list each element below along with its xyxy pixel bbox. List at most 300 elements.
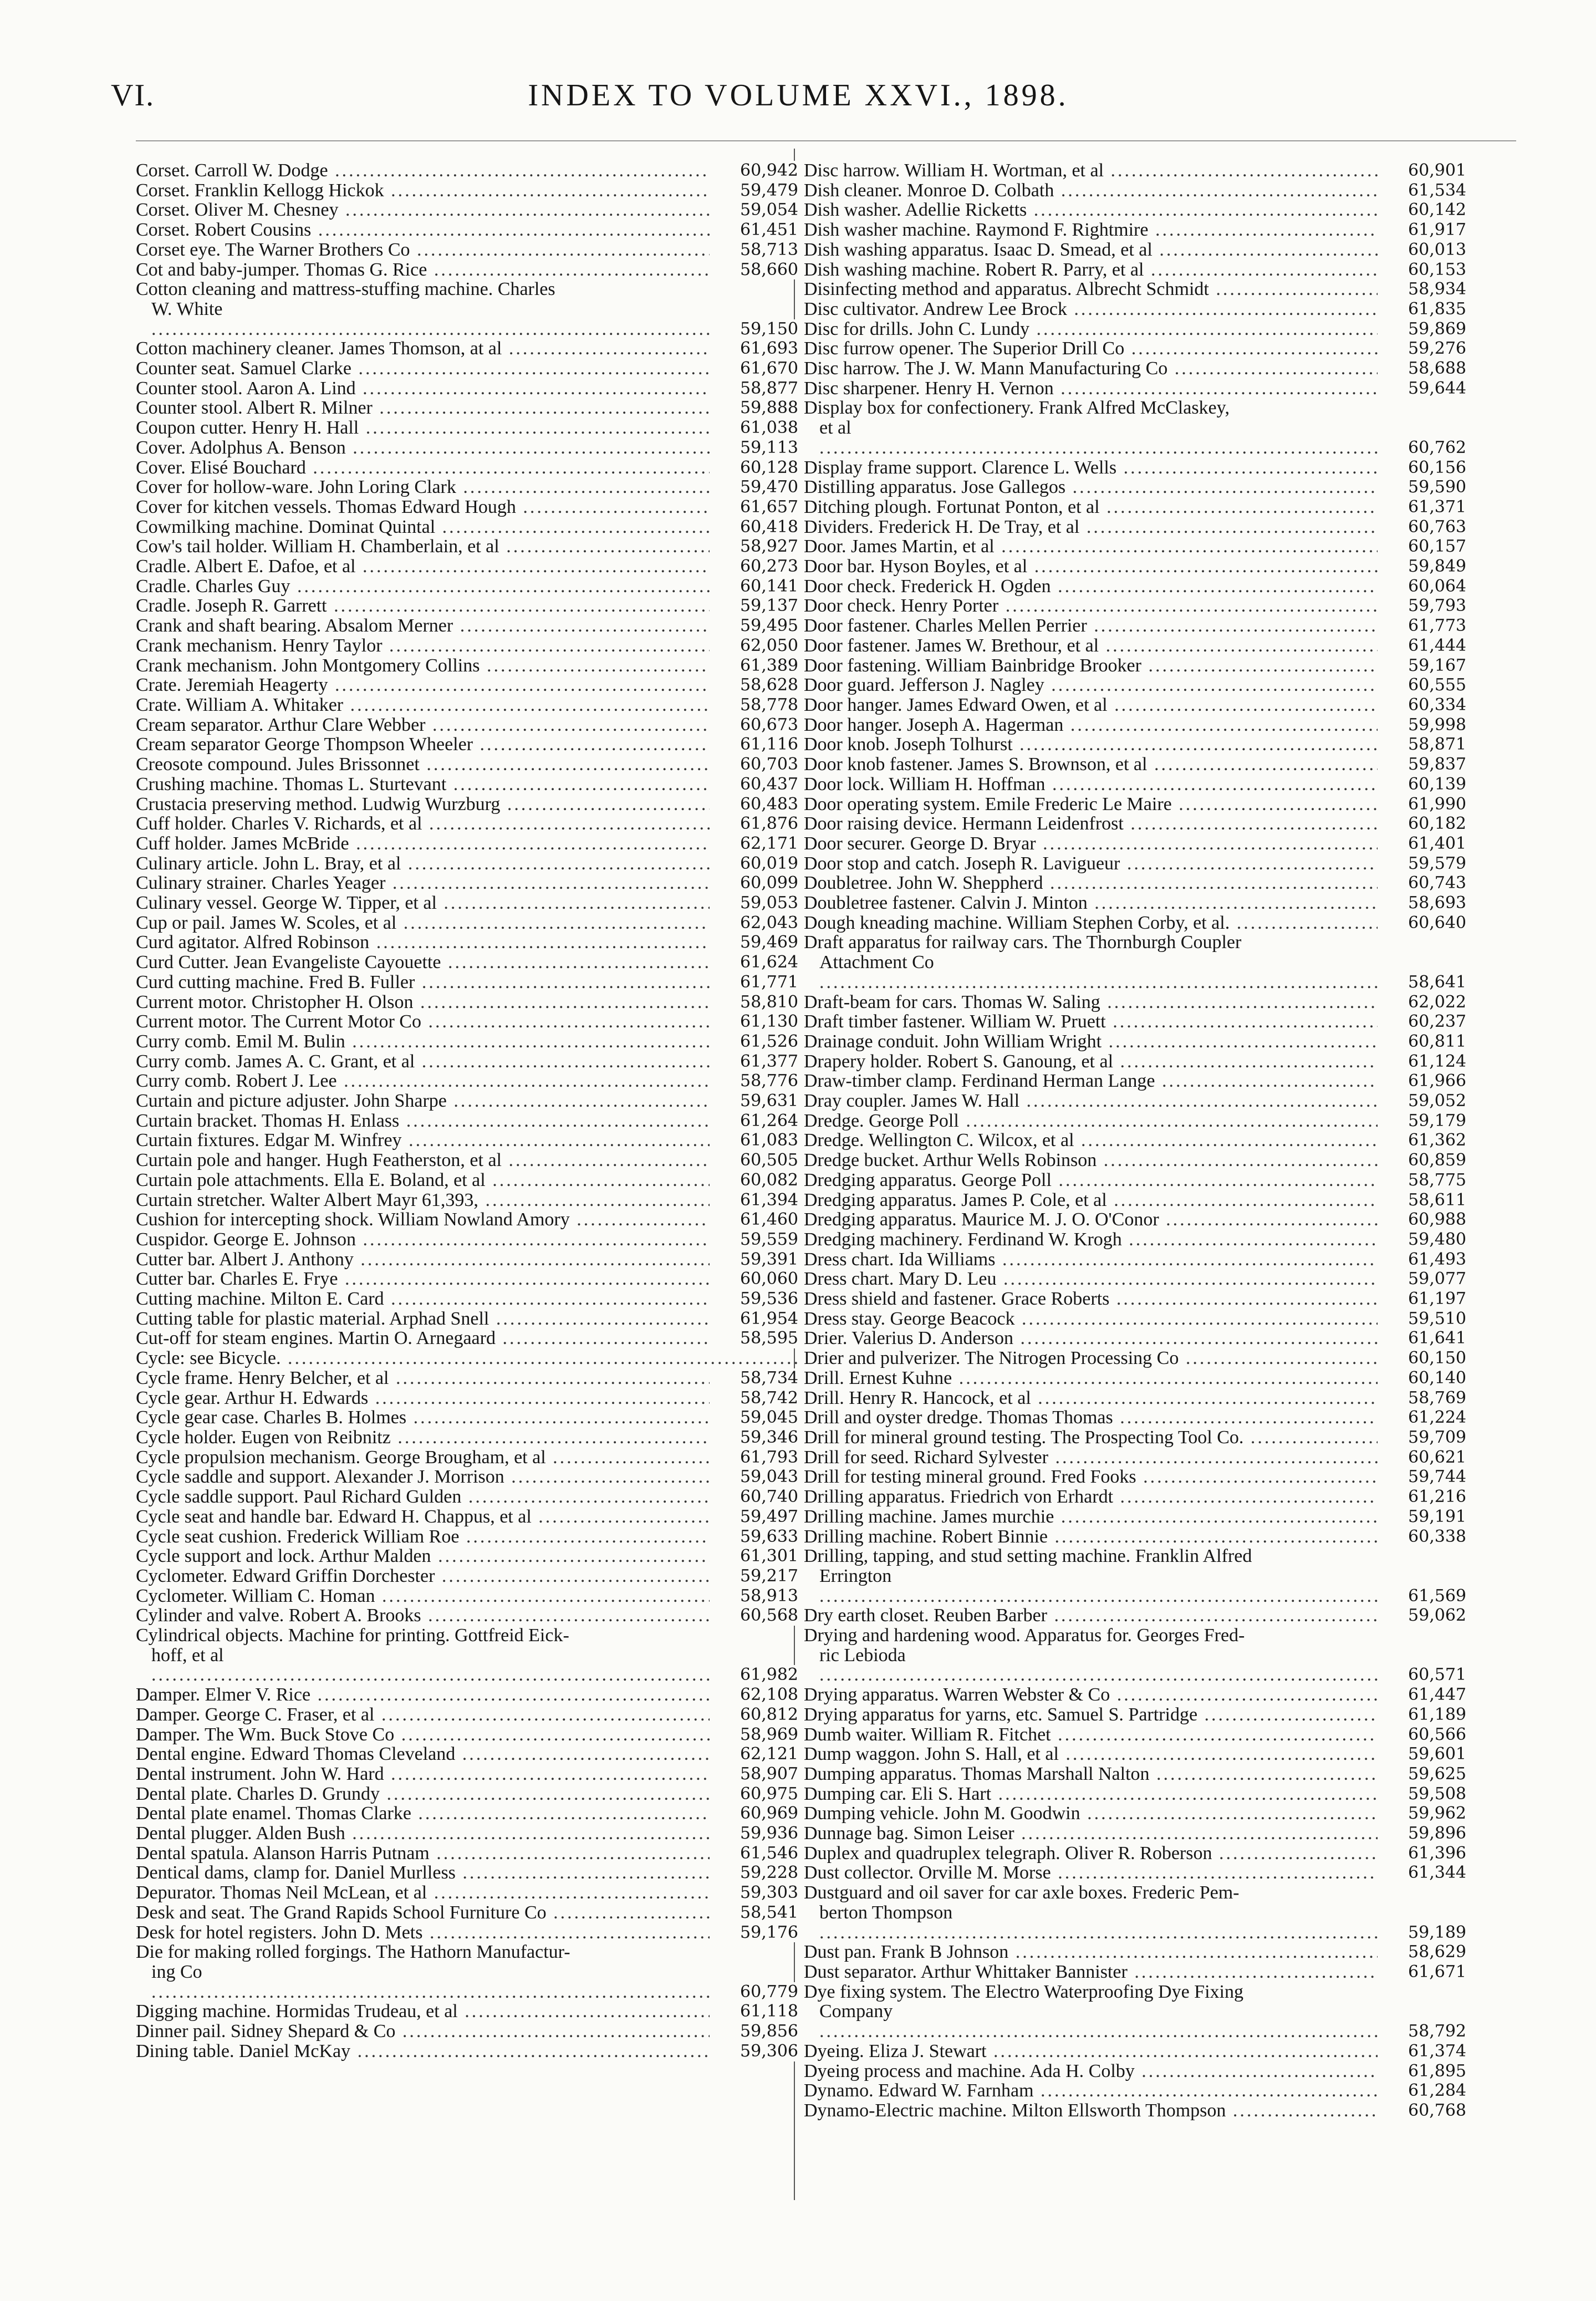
index-entry xyxy=(804,873,1466,893)
index-entry xyxy=(804,557,1466,577)
entry-subject: Drill for seed. Richard Sylvester ..... xyxy=(804,1448,1466,1468)
entry-subject: Cream separator. Arthur Clare Webber ..... xyxy=(136,715,798,735)
index-entry xyxy=(136,973,798,992)
index-entry xyxy=(804,1982,1466,2042)
index-entry xyxy=(136,1844,798,1864)
entry-subject: Cutter bar. Charles E. Frye ..... xyxy=(136,1269,798,1289)
index-entry xyxy=(136,735,798,755)
index-entry xyxy=(804,913,1466,933)
index-entry xyxy=(804,1052,1466,1072)
entry-subject: Culinary vessel. George W. Tipper, et al ..... xyxy=(136,893,798,913)
entry-number: 62,050 xyxy=(710,636,798,656)
entry-number: 60,988 xyxy=(1378,1210,1466,1230)
entry-subject: Curtain bracket. Thomas H. Enlass ..... xyxy=(136,1111,798,1131)
index-entry xyxy=(136,992,798,1012)
entry-subject: Door bar. Hyson Boyles, et al ..... xyxy=(804,557,1466,577)
entry-number: 60,013 xyxy=(1378,240,1466,260)
entry-number: 59,053 xyxy=(710,893,798,913)
index-entry xyxy=(136,1250,798,1270)
index-entry xyxy=(804,1309,1466,1329)
entry-number: 61,083 xyxy=(710,1131,798,1150)
entry-subject: Cushion for intercepting shock. William Nowland Amory ..... xyxy=(136,1210,798,1230)
entry-subject: Dynamo-Electric machine. Milton Ellsworth Thompson ..... xyxy=(804,2101,1466,2121)
entry-subject: Door hanger. James Edward Owen, et al ..... xyxy=(804,695,1466,715)
entry-subject: Dredge. Wellington C. Wilcox, et al ..... xyxy=(804,1131,1466,1150)
entry-subject: Dish washer. Adellie Ricketts ..... xyxy=(804,200,1466,220)
entry-subject: Dental engine. Edward Thomas Cleveland ..... xyxy=(136,1744,798,1764)
entry-number: 59,228 xyxy=(710,1863,798,1883)
index-entry xyxy=(804,1824,1466,1844)
index-entry xyxy=(804,1428,1466,1448)
entry-subject: Curtain pole attachments. Ella E. Boland, et al ..... xyxy=(136,1170,798,1190)
index-entry xyxy=(136,1348,798,1368)
index-entry xyxy=(136,1546,798,1566)
entry-subject: Cycle frame. Henry Belcher, et al ..... xyxy=(136,1368,798,1388)
entry-subject: Dust separator. Arthur Whittaker Bannister ..... xyxy=(804,1962,1466,1982)
entry-number: 61,284 xyxy=(1378,2081,1466,2101)
entry-subject: Cow's tail holder. William H. Chamberlain, et al ..... xyxy=(136,537,798,557)
entry-number: 61,895 xyxy=(1378,2061,1466,2081)
index-entry xyxy=(136,1309,798,1329)
entry-number: 59,888 xyxy=(710,398,798,418)
entry-number: 59,217 xyxy=(710,1566,798,1586)
index-entry xyxy=(136,1289,798,1309)
entry-subject: Dumping car. Eli S. Hart ..... xyxy=(804,1784,1466,1804)
entry-subject-continued: Company ..... xyxy=(819,2001,1466,2041)
index-entry xyxy=(136,953,798,973)
entry-number: 61,264 xyxy=(710,1111,798,1131)
entry-number: 61,671 xyxy=(1378,1962,1466,1982)
entry-subject: Curd agitator. Alfred Robinson ..... xyxy=(136,933,798,953)
entry-subject: Door hanger. Joseph A. Hagerman ..... xyxy=(804,715,1466,735)
index-entry xyxy=(136,458,798,478)
entry-number: 58,792 xyxy=(1378,2022,1466,2042)
entry-subject: Cuspidor. George E. Johnson ..... xyxy=(136,1230,798,1250)
entry-subject: Crank and shaft bearing. Absalom Merner ..... xyxy=(136,616,798,636)
index-entry xyxy=(136,1428,798,1448)
entry-subject: Culinary strainer. Charles Yeager ..... xyxy=(136,873,798,893)
index-entry xyxy=(136,1150,798,1170)
entry-subject: Drier. Valerius D. Anderson ..... xyxy=(804,1328,1466,1348)
entry-subject: Drapery holder. Robert S. Ganoung, et al ..... xyxy=(804,1052,1466,1072)
entry-subject: Dinner pail. Sidney Shepard & Co ..... xyxy=(136,2022,798,2042)
entry-number: 61,657 xyxy=(710,497,798,517)
entry-number: 61,444 xyxy=(1378,636,1466,656)
entry-subject: Depurator. Thomas Neil McLean, et al ..... xyxy=(136,1883,798,1903)
entry-subject: Crustacia preserving method. Ludwig Wurzburg ..... xyxy=(136,795,798,814)
entry-number: 60,812 xyxy=(710,1705,798,1725)
entry-number: 58,778 xyxy=(710,695,798,715)
entry-subject: Dyeing. Eliza J. Stewart ..... xyxy=(804,2042,1466,2061)
index-entry xyxy=(804,636,1466,656)
entry-number: 58,660 xyxy=(710,260,798,280)
entry-subject: Drill. Henry R. Hancock, et al ..... xyxy=(804,1388,1466,1408)
entry-number: 58,742 xyxy=(710,1388,798,1408)
entry-subject: Door securer. George D. Bryar ..... xyxy=(804,834,1466,854)
entry-number: 59,709 xyxy=(1378,1428,1466,1448)
entry-subject: Ditching plough. Fortunat Ponton, et al ..... xyxy=(804,497,1466,517)
entry-number: 59,849 xyxy=(1378,557,1466,577)
entry-subject: Cycle gear case. Charles B. Holmes ..... xyxy=(136,1408,798,1428)
entry-number: 59,644 xyxy=(1378,379,1466,399)
entry-subject: Dental plate enamel. Thomas Clarke ..... xyxy=(136,1804,798,1824)
entry-number: 60,763 xyxy=(1378,517,1466,537)
entry-subject: Dredging apparatus. James P. Cole, et al ..... xyxy=(804,1190,1466,1210)
entry-subject: Cuff holder. Charles V. Richards, et al ..... xyxy=(136,814,798,834)
entry-number: 60,942 xyxy=(710,161,798,181)
index-entry xyxy=(136,1705,798,1725)
entry-subject: Crate. Jeremiah Heagerty ..... xyxy=(136,675,798,695)
index-entry xyxy=(804,1705,1466,1725)
index-entry xyxy=(136,398,798,418)
index-entry xyxy=(804,1507,1466,1527)
index-entry xyxy=(804,181,1466,201)
index-entry xyxy=(804,1111,1466,1131)
index-entry xyxy=(804,537,1466,557)
entry-number: 58,628 xyxy=(710,675,798,695)
index-entry xyxy=(804,477,1466,497)
index-entry xyxy=(136,1467,798,1487)
entry-subject: Door check. Henry Porter ..... xyxy=(804,596,1466,616)
entry-subject-continued: et al ..... xyxy=(819,418,1466,457)
entry-subject: Dustguard and oil saver for car axle boxes. Frederic Pem- xyxy=(804,1883,1240,1903)
entry-subject: Display box for confectionery. Frank Alfred McClaskey, xyxy=(804,398,1230,419)
entry-number: 59,045 xyxy=(710,1408,798,1428)
index-entry xyxy=(804,200,1466,220)
entry-subject: Dredge. George Poll ..... xyxy=(804,1111,1466,1131)
index-entry xyxy=(804,834,1466,854)
index-entry xyxy=(136,2002,798,2022)
entry-subject: Cover. Elisé Bouchard ..... xyxy=(136,458,798,478)
index-entry xyxy=(136,1230,798,1250)
entry-subject: Door knob fastener. James S. Brownson, et al ..... xyxy=(804,755,1466,775)
entry-subject: Cotton cleaning and mattress-stuffing machine. Charles xyxy=(136,279,555,300)
index-entry xyxy=(136,1210,798,1230)
index-entry xyxy=(804,1962,1466,1982)
entry-number: 59,052 xyxy=(1378,1091,1466,1111)
entry-subject: Draw-timber clamp. Ferdinand Herman Lange ..... xyxy=(804,1071,1466,1091)
index-entry xyxy=(804,1150,1466,1170)
entry-number: 59,137 xyxy=(710,596,798,616)
entry-number: 61,624 xyxy=(710,953,798,973)
index-entry xyxy=(136,1744,798,1764)
index-entry xyxy=(136,2042,798,2061)
index-entry xyxy=(136,1032,798,1052)
entry-number: 58,769 xyxy=(1378,1388,1466,1408)
index-entry xyxy=(136,577,798,597)
entry-subject: Cover for kitchen vessels. Thomas Edward Hough ..... xyxy=(136,497,798,517)
entry-number: 62,171 xyxy=(710,834,798,854)
entry-number: 58,775 xyxy=(1378,1170,1466,1190)
entry-number: 59,113 xyxy=(710,438,798,458)
entry-number: 60,019 xyxy=(710,854,798,874)
entry-subject: Dredging apparatus. George Poll ..... xyxy=(804,1170,1466,1190)
index-entry xyxy=(804,596,1466,616)
entry-number: 59,480 xyxy=(1378,1230,1466,1250)
entry-number: 60,182 xyxy=(1378,814,1466,834)
index-entry xyxy=(136,1388,798,1408)
index-entry xyxy=(136,1903,798,1923)
index-entry xyxy=(804,1844,1466,1864)
entry-number: 60,437 xyxy=(710,775,798,795)
entry-number: 58,641 xyxy=(1378,973,1466,992)
index-entry xyxy=(804,279,1466,299)
entry-subject: Curry comb. James A. C. Grant, et al ..... xyxy=(136,1052,798,1072)
entry-subject: Display frame support. Clarence L. Wells ..... xyxy=(804,458,1466,478)
entry-number: 59,869 xyxy=(1378,319,1466,339)
entry-number: 61,990 xyxy=(1378,795,1466,814)
page-header xyxy=(111,78,1486,122)
entry-subject: Disc sharpener. Henry H. Vernon ..... xyxy=(804,379,1466,399)
index-entry xyxy=(136,1111,798,1131)
index-entry xyxy=(136,616,798,636)
entry-number: 61,389 xyxy=(710,656,798,676)
entry-number: 58,907 xyxy=(710,1764,798,1784)
entry-number: 60,157 xyxy=(1378,537,1466,557)
index-entry xyxy=(804,1091,1466,1111)
index-entry xyxy=(136,1170,798,1190)
entry-subject: Dredging apparatus. Maurice M. J. O. O'Conor ..... xyxy=(804,1210,1466,1230)
entry-subject: Dumping vehicle. John M. Goodwin ..... xyxy=(804,1804,1466,1824)
entry-subject: Cradle. Albert E. Dafoe, et al ..... xyxy=(136,557,798,577)
entry-number: 61,301 xyxy=(710,1546,798,1566)
entry-number: 60,237 xyxy=(1378,1012,1466,1032)
entry-subject: Cutting table for plastic material. Arphad Snell ..... xyxy=(136,1309,798,1329)
index-entry xyxy=(804,1546,1466,1606)
entry-subject: Drilling machine. Robert Binnie ..... xyxy=(804,1527,1466,1547)
index-entry xyxy=(136,1131,798,1150)
entry-number: 59,793 xyxy=(1378,596,1466,616)
entry-subject: Drilling apparatus. Friedrich von Erhardt ..... xyxy=(804,1487,1466,1507)
entry-number: 59,191 xyxy=(1378,1507,1466,1527)
entry-number: 60,768 xyxy=(1378,2101,1466,2121)
index-entry xyxy=(804,1012,1466,1032)
entry-number: 61,546 xyxy=(710,1844,798,1864)
index-entry xyxy=(136,755,798,775)
index-entry xyxy=(804,497,1466,517)
index-entry xyxy=(136,933,798,953)
index-entry xyxy=(136,596,798,616)
entry-subject: Distilling apparatus. Jose Gallegos ..... xyxy=(804,477,1466,497)
index-entry xyxy=(804,1467,1466,1487)
entry-number: 61,793 xyxy=(710,1448,798,1468)
entry-number: 60,505 xyxy=(710,1150,798,1170)
index-entry xyxy=(804,675,1466,695)
entry-subject: Door fastening. William Bainbridge Brooker ..... xyxy=(804,656,1466,676)
entry-number: 61,451 xyxy=(710,220,798,240)
page-number: VI. xyxy=(111,78,155,113)
entry-subject: Cutting machine. Milton E. Card ..... xyxy=(136,1289,798,1309)
index-entry xyxy=(804,1210,1466,1230)
entry-subject: Crushing machine. Thomas L. Sturtevant ..... xyxy=(136,775,798,795)
index-entry xyxy=(136,913,798,933)
index-entry xyxy=(804,992,1466,1012)
entry-number: 60,555 xyxy=(1378,675,1466,695)
index-entry xyxy=(136,1804,798,1824)
index-entry xyxy=(136,656,798,676)
entry-number: 61,118 xyxy=(710,2002,798,2022)
entry-number: 60,128 xyxy=(710,458,798,478)
index-entry xyxy=(136,181,798,201)
index-entry xyxy=(136,1725,798,1745)
index-entry xyxy=(136,834,798,854)
index-entry xyxy=(804,299,1466,319)
entry-subject: Cover for hollow-ware. John Loring Clark ..... xyxy=(136,477,798,497)
index-entry xyxy=(804,398,1466,457)
entry-number: 61,641 xyxy=(1378,1328,1466,1348)
index-entry xyxy=(804,1250,1466,1270)
entry-subject: Dentical dams, clamp for. Daniel Murlless ..... xyxy=(136,1863,798,1883)
entry-subject: Door fastener. Charles Mellen Perrier ..... xyxy=(804,616,1466,636)
entry-subject: Cradle. Joseph R. Garrett ..... xyxy=(136,596,798,616)
entry-subject: Drill and oyster dredge. Thomas Thomas ..... xyxy=(804,1408,1466,1428)
entry-subject: Drainage conduit. John William Wright ..... xyxy=(804,1032,1466,1052)
entry-subject: Dish washer machine. Raymond F. Rightmire ..... xyxy=(804,220,1466,240)
entry-number: 59,856 xyxy=(710,2022,798,2042)
entry-subject: Cotton machinery cleaner. James Thomson, at al ..... xyxy=(136,339,798,359)
entry-number: 60,901 xyxy=(1378,161,1466,181)
entry-subject: Culinary article. John L. Bray, et al ..... xyxy=(136,854,798,874)
entry-number: 60,139 xyxy=(1378,775,1466,795)
entry-subject: Damper. George C. Fraser, et al ..... xyxy=(136,1705,798,1725)
entry-number: 58,713 xyxy=(710,240,798,260)
index-entry xyxy=(804,240,1466,260)
index-entry xyxy=(804,893,1466,913)
index-entry xyxy=(804,2081,1466,2101)
entry-number: 60,673 xyxy=(710,715,798,735)
index-entry xyxy=(804,854,1466,874)
index-entry xyxy=(804,1448,1466,1468)
entry-subject: Disc harrow. The J. W. Mann Manufacturing Co ..... xyxy=(804,359,1466,379)
entry-number: 61,876 xyxy=(710,814,798,834)
entry-number: 59,998 xyxy=(1378,715,1466,735)
entry-number: 58,541 xyxy=(710,1903,798,1923)
entry-number: 60,153 xyxy=(1378,260,1466,280)
index-entry xyxy=(136,517,798,537)
index-entry xyxy=(136,438,798,458)
index-entry xyxy=(136,200,798,220)
entry-number: 58,927 xyxy=(710,537,798,557)
entry-subject: Dental spatula. Alanson Harris Putnam ..... xyxy=(136,1844,798,1864)
entry-subject: Corset eye. The Warner Brothers Co ..... xyxy=(136,240,798,260)
index-entry xyxy=(804,220,1466,240)
entry-number: 61,670 xyxy=(710,359,798,379)
index-entry xyxy=(804,517,1466,537)
entry-subject: Cylindrical objects. Machine for printing. Gottfreid Eick- xyxy=(136,1626,569,1646)
entry-subject: Dyeing process and machine. Ada H. Colby ..... xyxy=(804,2061,1466,2081)
entry-number: 59,189 xyxy=(1378,1923,1466,1943)
entry-subject: Counter stool. Albert R. Milner ..... xyxy=(136,398,798,418)
index-entry xyxy=(136,1586,798,1606)
entry-number: 61,534 xyxy=(1378,181,1466,201)
index-entry xyxy=(136,279,798,339)
entry-number: 60,273 xyxy=(710,557,798,577)
entry-subject-continued: berton Thompson ..... xyxy=(819,1902,1466,1942)
entry-subject: Cyclometer. William C. Homan ..... xyxy=(136,1586,798,1606)
entry-number: 59,510 xyxy=(1378,1309,1466,1329)
index-entry xyxy=(136,477,798,497)
entry-subject: Cup or pail. James W. Scoles, et al ..... xyxy=(136,913,798,933)
index-entry xyxy=(136,1071,798,1091)
entry-subject: Door. James Martin, et al ..... xyxy=(804,537,1466,557)
entry-subject: Dish washing machine. Robert R. Parry, et al ..... xyxy=(804,260,1466,280)
entry-subject-continued: ric Lebioda ..... xyxy=(819,1645,1466,1685)
index-entry xyxy=(804,1942,1466,1962)
index-entry xyxy=(804,1328,1466,1348)
entry-number: 61,371 xyxy=(1378,497,1466,517)
entry-number: 59,479 xyxy=(710,181,798,201)
index-entry xyxy=(136,220,798,240)
entry-number: 62,108 xyxy=(710,1685,798,1705)
entry-number: 60,140 xyxy=(1378,1368,1466,1388)
entry-subject: Disc harrow. William H. Wortman, et al ..... xyxy=(804,161,1466,181)
entry-subject: Dress chart. Ida Williams ..... xyxy=(804,1250,1466,1270)
entry-number: 59,896 xyxy=(1378,1824,1466,1844)
entry-subject: Dental plate. Charles D. Grundy ..... xyxy=(136,1784,798,1804)
index-entry xyxy=(136,795,798,814)
index-entry xyxy=(804,1725,1466,1745)
entry-number: 60,975 xyxy=(710,1784,798,1804)
index-entry xyxy=(804,1230,1466,1250)
entry-subject: Disc for drills. John C. Lundy ..... xyxy=(804,319,1466,339)
index-entry xyxy=(804,1883,1466,1942)
index-entry xyxy=(804,2061,1466,2081)
entry-number: 60,334 xyxy=(1378,695,1466,715)
entry-number: 58,934 xyxy=(1378,279,1466,299)
index-entry xyxy=(804,1071,1466,1091)
entry-number: 59,043 xyxy=(710,1467,798,1487)
entry-subject: Door raising device. Hermann Leidenfrost ..... xyxy=(804,814,1466,834)
index-entry xyxy=(804,1388,1466,1408)
entry-number: 60,418 xyxy=(710,517,798,537)
entry-subject: Damper. The Wm. Buck Stove Co ..... xyxy=(136,1725,798,1745)
entry-subject: Drier and pulverizer. The Nitrogen Processing Co ..... xyxy=(804,1348,1466,1368)
entry-number: 59,497 xyxy=(710,1507,798,1527)
entry-number: 61,374 xyxy=(1378,2042,1466,2061)
entry-subject-continued: ing Co ..... xyxy=(151,1962,798,2002)
entry-subject: Curtain fixtures. Edgar M. Winfrey ..... xyxy=(136,1131,798,1150)
entry-subject: Drying and hardening wood. Apparatus for. Georges Fred- xyxy=(804,1626,1245,1646)
entry-subject: Dining table. Daniel McKay ..... xyxy=(136,2042,798,2061)
index-entry xyxy=(136,161,798,181)
entry-subject: Cycle seat cushion. Frederick William Roe ..... xyxy=(136,1527,798,1547)
entry-number: 60,703 xyxy=(710,755,798,775)
index-entry xyxy=(804,735,1466,755)
entry-subject: Cyclometer. Edward Griffin Dorchester ..... xyxy=(136,1566,798,1586)
index-entry xyxy=(804,1626,1466,1685)
index-entry xyxy=(136,893,798,913)
entry-subject: Cycle propulsion mechanism. George Brougham, et al ..... xyxy=(136,1448,798,1468)
index-entry xyxy=(136,1052,798,1072)
entry-subject: Corset. Carroll W. Dodge ..... xyxy=(136,161,798,181)
entry-subject: Current motor. Christopher H. Olson ..... xyxy=(136,992,798,1012)
index-column-right xyxy=(804,161,1466,2121)
entry-number: 61,526 xyxy=(710,1032,798,1052)
index-entry xyxy=(136,418,798,438)
entry-subject: Door stop and catch. Joseph R. Lavigueur ..... xyxy=(804,854,1466,874)
entry-subject: Dray coupler. James W. Hall ..... xyxy=(804,1091,1466,1111)
entry-subject: Doubletree fastener. Calvin J. Minton ..... xyxy=(804,893,1466,913)
index-entry xyxy=(804,814,1466,834)
entry-subject: Cutter bar. Albert J. Anthony ..... xyxy=(136,1250,798,1270)
index-entry xyxy=(804,1487,1466,1507)
entry-number: 60,621 xyxy=(1378,1448,1466,1468)
entry-number: 61,377 xyxy=(710,1052,798,1072)
index-entry xyxy=(804,1804,1466,1824)
index-entry xyxy=(136,2022,798,2042)
index-entry xyxy=(804,577,1466,597)
entry-subject: Dish cleaner. Monroe D. Colbath ..... xyxy=(804,181,1466,201)
